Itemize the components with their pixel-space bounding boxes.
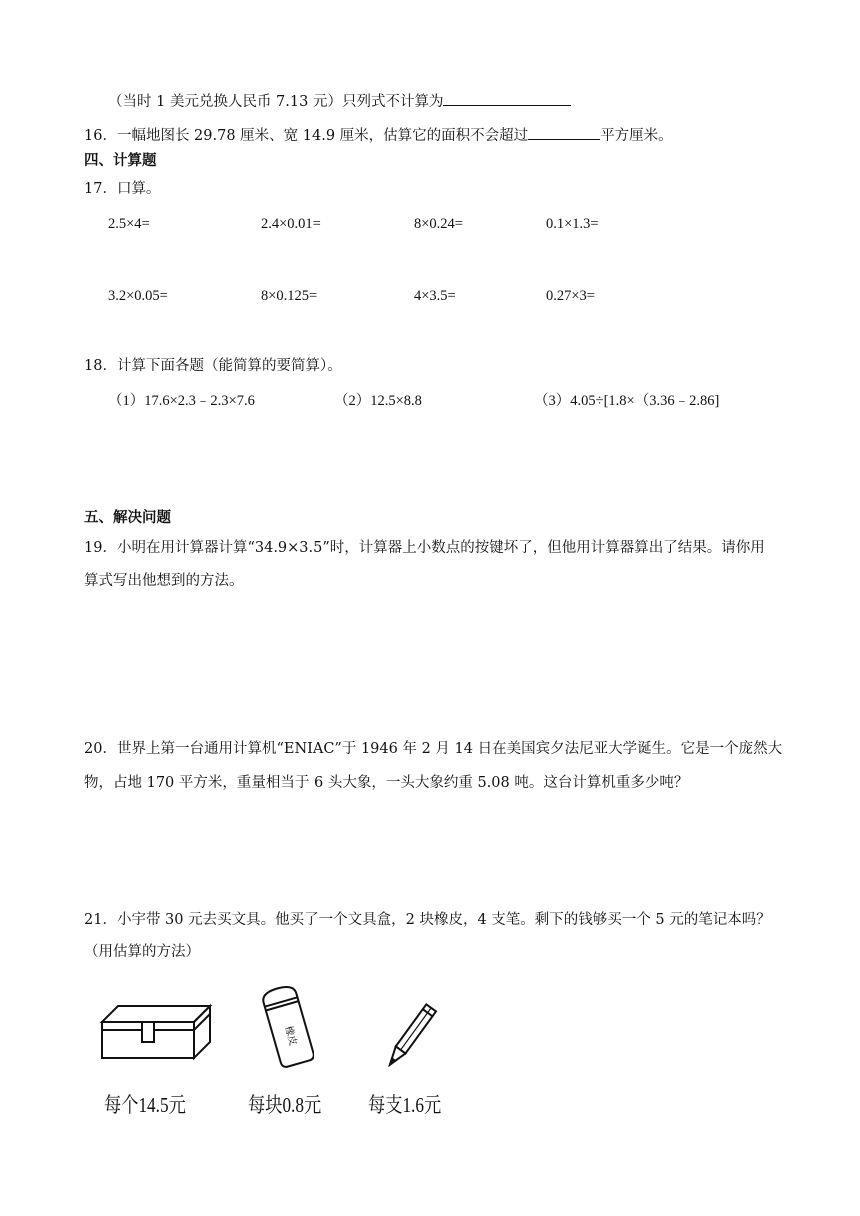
- question-20-line2: 物，占地 170 平方米，重量相当于 6 头大象，一头大象约重 5.08 吨。这台计算机重多少吨？: [84, 775, 689, 791]
- q17-item: 2.4×0.01=: [261, 216, 321, 232]
- answer-blank-16[interactable]: [528, 125, 600, 140]
- q17-item: 8×0.24=: [414, 216, 463, 232]
- question-16: 16．一幅地图长 29.78 厘米、宽 14.9 厘米，估算它的面积不会超过 平方厘米。: [84, 125, 673, 145]
- eraser-icon: [262, 983, 314, 1069]
- q17-item: 2.5×4=: [108, 216, 150, 232]
- question-21-line2: （用估算的方法）: [84, 944, 200, 960]
- question-21-line1: 21．小宇带 30 元去买文具。他买了一个文具盒，2 块橡皮，4 支笔。剩下的钱够买一个 5 元的笔记本吗？: [84, 912, 771, 928]
- pencil-box-icon: [98, 1000, 214, 1064]
- question-19-line1: 19．小明在用计算器计算“34.9×3.5”时，计算器上小数点的按键坏了，但他用计算器算出了结果。请你用: [84, 540, 765, 556]
- question-18-title: 18．计算下面各题（能简算的要简算）。: [84, 358, 342, 374]
- question-19-line2: 算式写出他想到的方法。: [84, 573, 244, 589]
- section-5-title: 五、解决问题: [84, 510, 171, 526]
- section-4-title: 四、计算题: [84, 153, 157, 169]
- question-20-line1: 20．世界上第一台通用计算机“ENIAC”于 1946 年 2 月 14 日在美国宾夕法尼亚大学诞生。它是一个庞然大: [84, 741, 783, 757]
- q17-item: 0.1×1.3=: [546, 216, 599, 232]
- q17-item: 0.27×3=: [546, 288, 595, 304]
- q17-item: 8×0.125=: [261, 288, 318, 304]
- q15-continuation: （当时 1 美元兑换人民币 7.13 元）只列式不计算为: [108, 91, 571, 111]
- q17-item: 3.2×0.05=: [108, 288, 168, 304]
- answer-blank-15[interactable]: [443, 91, 571, 106]
- eraser-label: 橡皮: [282, 1024, 299, 1048]
- price-pencil-box: 每个14.5元: [104, 1093, 186, 1117]
- q18-item: （2）12.5×8.8: [334, 393, 422, 409]
- pencil-icon: [378, 996, 442, 1078]
- q18-item: （3）4.05÷[1.8×（3.36﹣2.86]: [534, 393, 720, 409]
- q17-item: 4×3.5=: [414, 288, 456, 304]
- price-pencil: 每支1.6元: [368, 1093, 442, 1117]
- price-eraser: 每块0.8元: [248, 1093, 322, 1117]
- q18-item: （1）17.6×2.3﹣2.3×7.6: [108, 393, 255, 409]
- question-17-title: 17．口算。: [84, 181, 161, 197]
